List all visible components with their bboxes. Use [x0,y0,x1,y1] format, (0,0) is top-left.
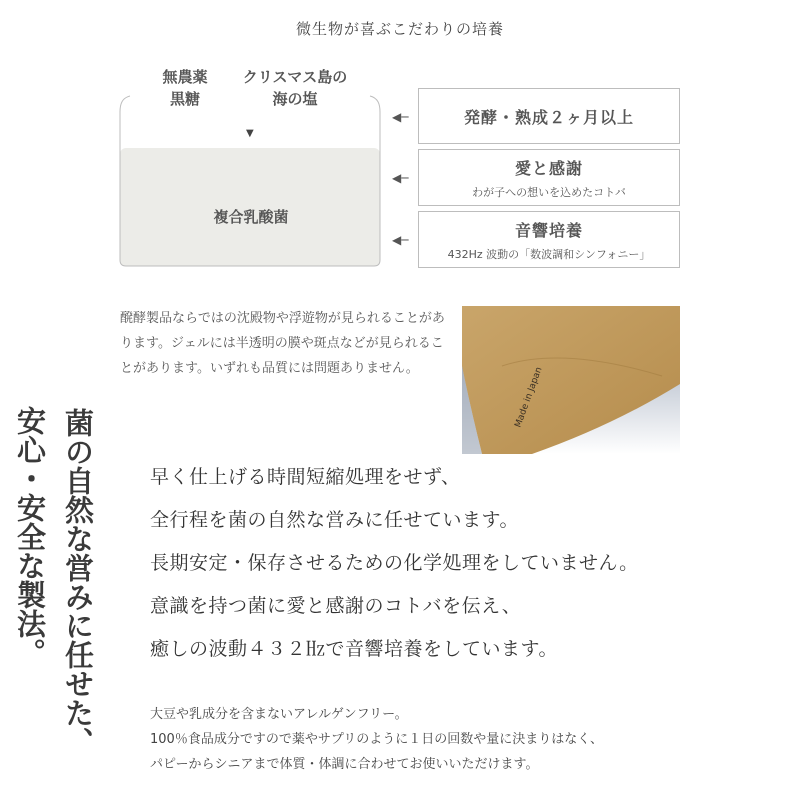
product-photo [462,306,680,454]
ingredient-sea-salt [230,66,360,110]
sediment-note: 醗酵製品ならではの沈殿物や浮遊物が見られることがあります。ジェルには半透明の膜や斑点などが見られることがあります。いずれも品質には問題ありません。 [120,311,445,376]
down-arrow-icon: ▼ [246,128,254,139]
photo-label: Made in Japan [513,365,545,430]
statement: 長期安定・保存させるための化学処理をしていません。 [150,552,639,574]
left-arrow-icon: ◀─ [392,110,409,124]
left-arrow-icon: ◀─ [392,171,409,185]
statement: 全行程を菌の自然な営みに任せています。 [150,509,519,531]
ingredient-label: 無農薬 黒糖 [162,68,208,108]
process-box-fermentation [418,88,680,144]
left-arrow-icon: ◀─ [392,233,409,247]
box-title: 音響培養 [514,220,583,240]
bottom-note: 100％食品成分ですので薬やサプリのように１日の回数や量に決まりはなく、 [150,732,604,747]
bottom-note: パピーからシニアまで体質・体調に合わせてお使いいただけます。 [150,757,539,772]
bottom-notes [150,702,790,777]
process-box-love [418,149,680,206]
jar-illustration [118,92,382,268]
diagram-title: 微生物が喜ぶこだわりの培養 [295,20,504,38]
ingredient-label: クリスマス島の 海の塩 [242,68,348,108]
box-title: 愛と感謝 [514,158,583,178]
heading-vertical-1: 菌の自然な営みに任せた、 [61,408,95,756]
statement: 早く仕上げる時間短縮処理をせず、 [150,466,461,488]
statement: 意識を持つ菌に愛と感謝のコトバを伝え、 [150,595,522,617]
ingredient-brown-sugar [150,66,220,110]
statement: 癒しの波動４３２㎐で音響培養をしています。 [150,638,558,660]
bottom-note: 大豆や乳成分を含まないアレルゲンフリー。 [150,707,408,722]
box-title: 発酵・熟成２ヶ月以上 [463,107,634,127]
heading-vertical-2: 安心・安全な製法。 [13,406,47,667]
process-box-sound [418,211,680,268]
jar-content-label: 複合乳酸菌 [213,208,289,226]
statement-list [150,462,790,677]
box-subtitle: わが子への想いを込めたコトバ [472,185,626,199]
box-subtitle: 432Hz 波動の「数波調和シンフォニー」 [447,247,651,261]
